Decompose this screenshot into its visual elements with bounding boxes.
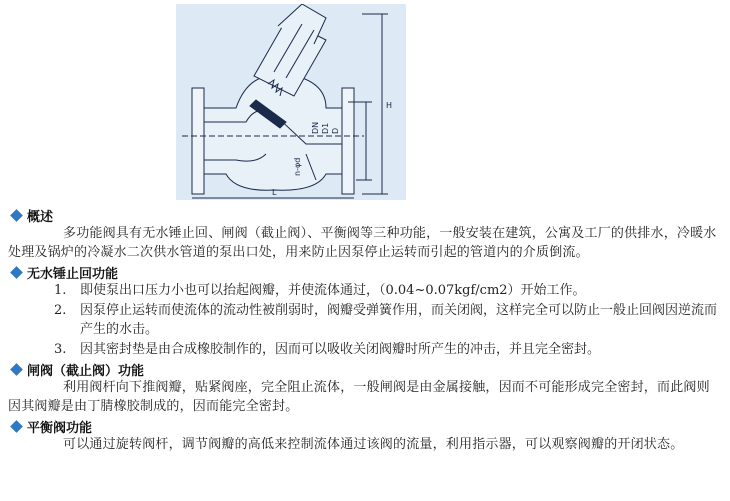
diamond-bullet-icon xyxy=(10,420,23,433)
list-item xyxy=(8,301,722,340)
dim-label-l: L xyxy=(272,188,277,197)
section-check-header xyxy=(8,263,722,281)
dim-label-d: D xyxy=(331,127,340,134)
section-title: 平衡阀功能 xyxy=(27,420,93,436)
valve-cross-section-diagram xyxy=(176,4,406,200)
list-text: 因泵停止运转而使流体的流动性被削弱时，阀瓣受弹簧作用，而关闭阀，这样完全可以防止一般止回阀因逆流而产生的水击。 xyxy=(80,302,718,337)
list-text: 即使泵出口压力小也可以抬起阀瓣，并使流体通过，（0.04~0.07kgf/cm2）开始工作。 xyxy=(80,283,586,298)
balance-paragraph: 可以通过旋转阀杆，调节阀瓣的高低来控制流体通过该阀的流量，利用指示器，可以观察阀瓣的开闭状态。 xyxy=(63,437,684,452)
overview-paragraph: 多功能阀具有无水锤止回、闸阀（截止阀）、平衡阀等三种功能，一般安装在建筑，公寓及工厂的供排水，冷暖水处理及锅炉的冷凝水二次供水管道的泵出口处，用来防止因泵停止运转而引起的管道内的介质倒流。 xyxy=(8,226,717,260)
section-gate-header xyxy=(8,360,722,378)
diamond-bullet-icon xyxy=(10,363,23,376)
list-number: 1. xyxy=(54,283,67,298)
list-item xyxy=(8,281,722,301)
diamond-bullet-icon xyxy=(10,266,23,279)
valve-drawing xyxy=(176,4,406,200)
dim-label-d1: D1 xyxy=(321,122,330,134)
list-number: 3. xyxy=(54,341,67,357)
section-overview-header xyxy=(8,206,722,224)
list-number: 2. xyxy=(54,302,67,318)
section-title: 无水锤止回功能 xyxy=(27,266,119,282)
section-balance-header xyxy=(8,417,722,435)
description-content xyxy=(8,205,722,454)
diamond-bullet-icon xyxy=(10,209,23,222)
list-item xyxy=(8,340,722,360)
list-text: 因其密封垫是由合成橡胶制作的，因而可以吸收关闭阀瓣时所产生的冲击，并且完全密封。 xyxy=(80,341,601,357)
dim-label-nd: n-φd xyxy=(293,157,302,176)
gate-paragraph: 利用阀杆向下推阀瓣，贴紧阀座，完全阻止流体，一般闸阀是由金属接触，因而不可能形成完全密封，而此阀则因其阀瓣是由丁腈橡胶制成的，因而能完全密封。 xyxy=(8,380,710,414)
section-title: 概述 xyxy=(27,209,54,225)
dim-label-dn: DN xyxy=(311,121,320,134)
dim-label-h: H xyxy=(386,101,393,110)
section-title: 闸阀（截止阀）功能 xyxy=(27,363,145,379)
